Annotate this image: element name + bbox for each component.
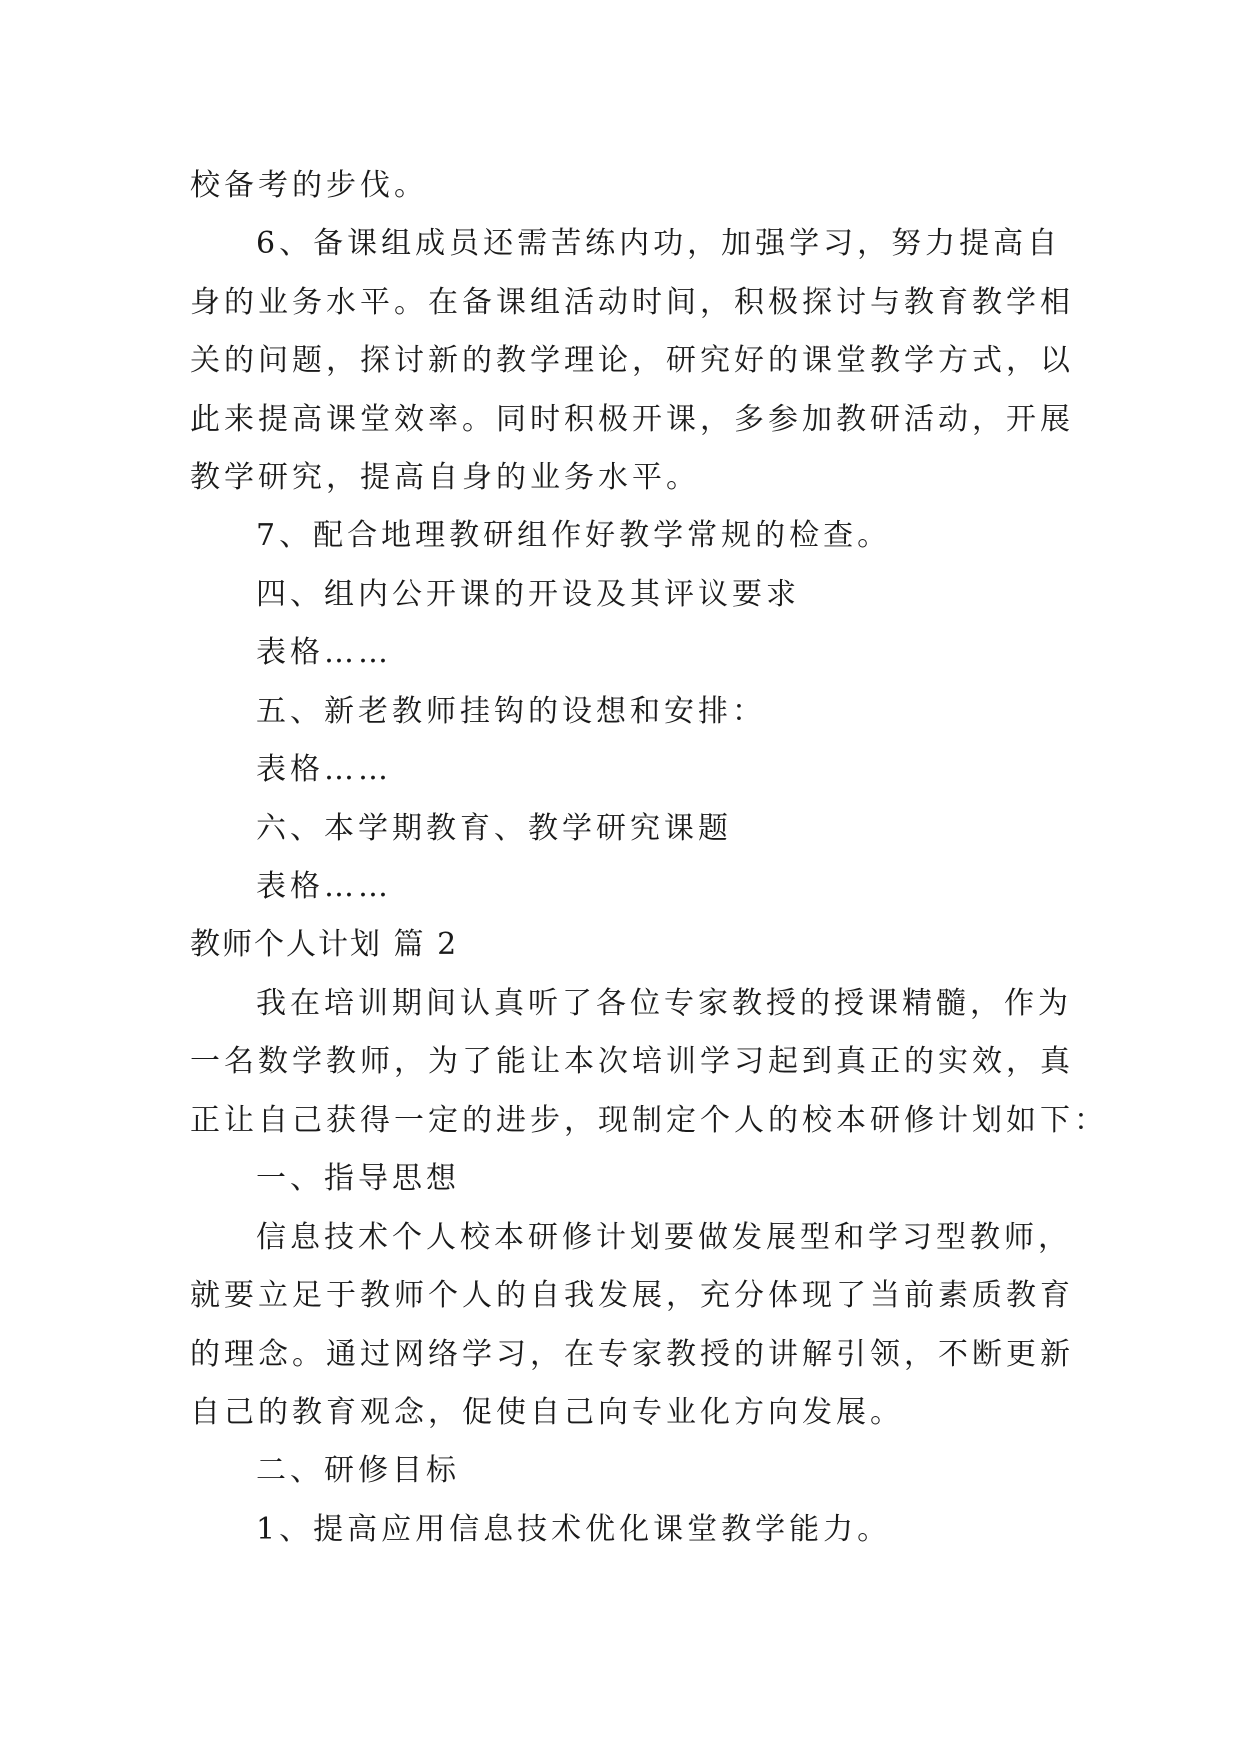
document-section-title: 教师个人计划 篇 2 — [190, 927, 459, 962]
section-heading: 五、新老教师挂钩的设想和安排： — [256, 694, 766, 729]
table-placeholder: 表格…… — [256, 635, 392, 670]
section-heading: 一、指导思想 — [256, 1161, 460, 1196]
paragraph-line: 6、备课组成员还需苦练内功，加强学习，努力提高自 — [256, 226, 1062, 261]
section-heading: 六、本学期教育、教学研究课题 — [256, 811, 732, 846]
paragraph-line: 正让自己获得一定的进步，现制定个人的校本研修计划如下： — [190, 1103, 1108, 1138]
paragraph-line: 校备考的步伐。 — [190, 168, 428, 203]
section-heading: 四、组内公开课的开设及其评议要求 — [256, 577, 800, 612]
paragraph-line: 我在培训期间认真听了各位专家教授的授课精髓，作为 — [256, 986, 1072, 1021]
paragraph-line: 自己的教育观念，促使自己向专业化方向发展。 — [190, 1395, 904, 1430]
table-placeholder: 表格…… — [256, 752, 392, 787]
paragraph-line: 就要立足于教师个人的自我发展，充分体现了当前素质教育 — [190, 1278, 1074, 1313]
paragraph-line: 教学研究，提高自身的业务水平。 — [190, 460, 700, 495]
paragraph-line: 的理念。通过网络学习，在专家教授的讲解引领，不断更新 — [190, 1337, 1074, 1372]
paragraph-line: 一名数学教师，为了能让本次培训学习起到真正的实效，真 — [190, 1044, 1074, 1079]
paragraph-line: 7、配合地理教研组作好教学常规的检查。 — [256, 518, 892, 553]
paragraph-line: 1、提高应用信息技术优化课堂教学能力。 — [256, 1512, 892, 1547]
paragraph-line: 信息技术个人校本研修计划要做发展型和学习型教师， — [256, 1220, 1072, 1255]
paragraph-line: 身的业务水平。在备课组活动时间，积极探讨与教育教学相 — [190, 285, 1074, 320]
paragraph-line: 此来提高课堂效率。同时积极开课，多参加教研活动，开展 — [190, 402, 1074, 437]
table-placeholder: 表格…… — [256, 869, 392, 904]
paragraph-line: 关的问题，探讨新的教学理论，研究好的课堂教学方式，以 — [190, 343, 1074, 378]
section-heading: 二、研修目标 — [256, 1453, 460, 1488]
